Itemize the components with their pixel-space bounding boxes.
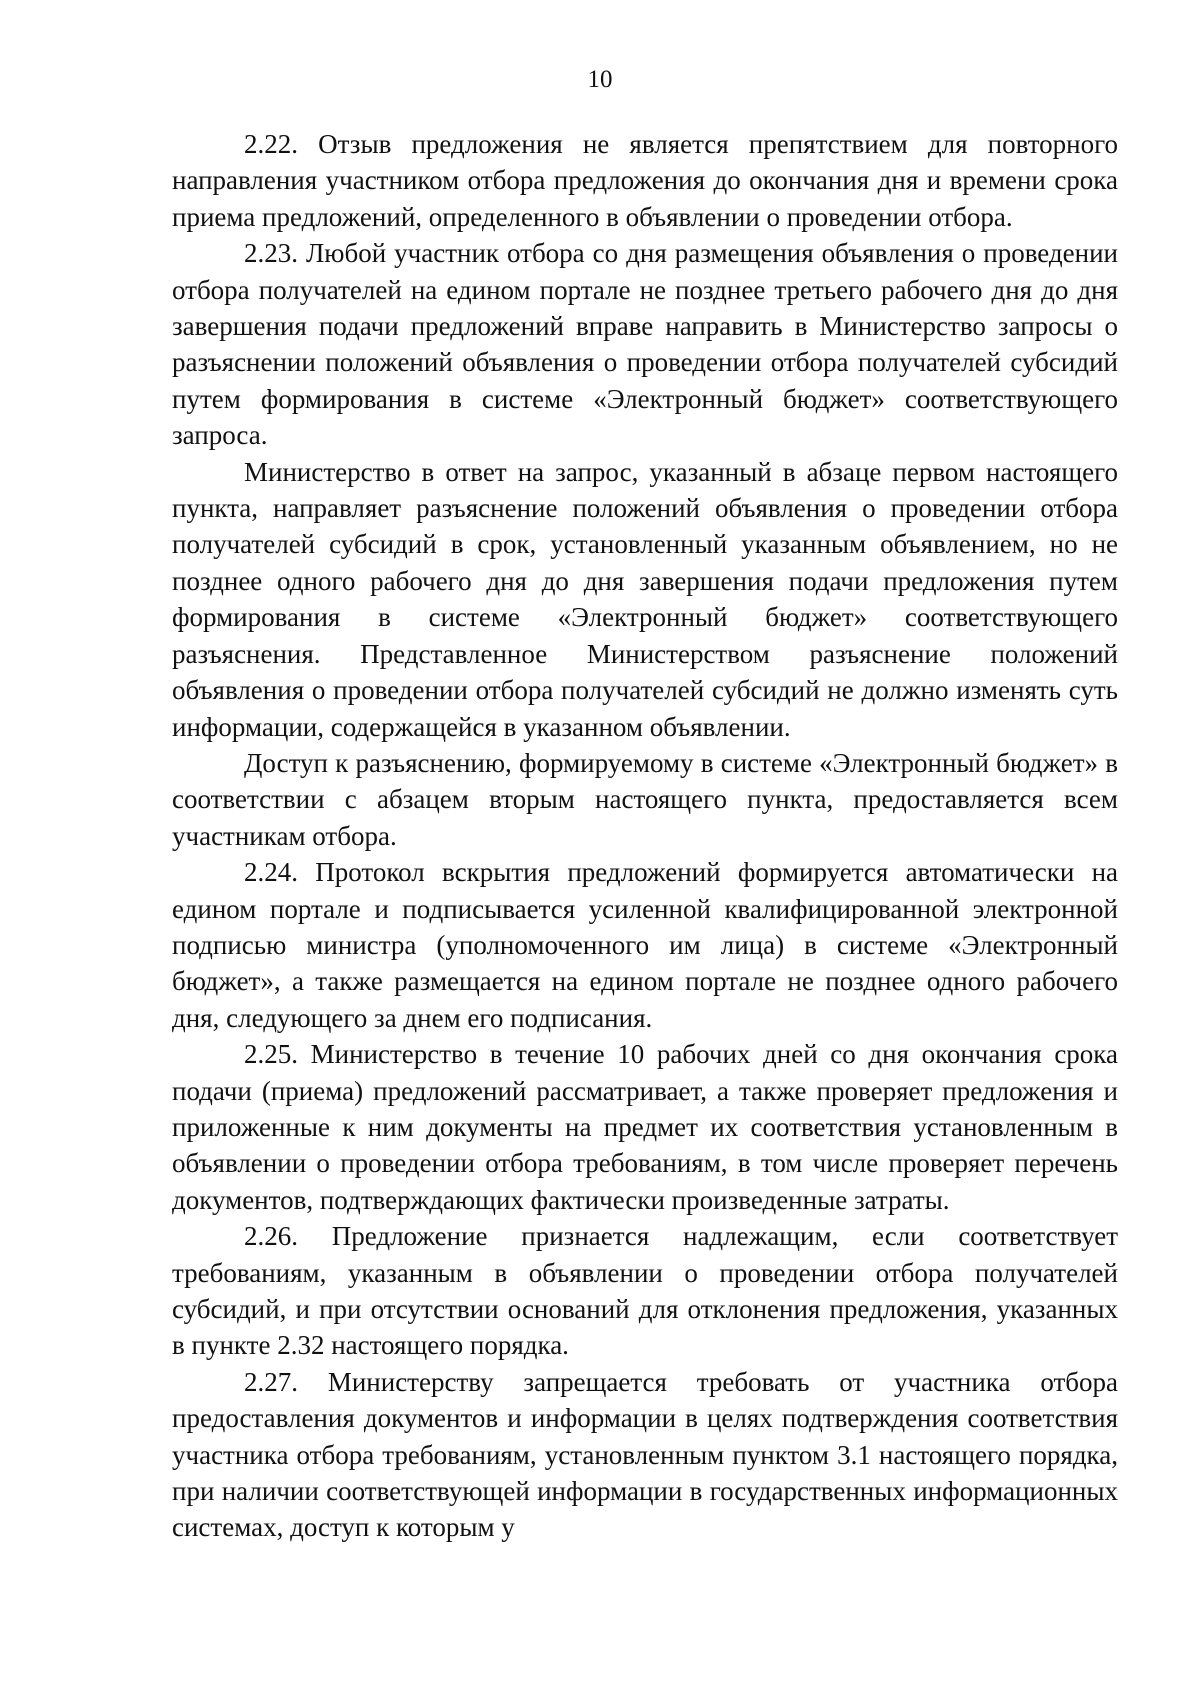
page-number: 10 — [587, 66, 613, 93]
paragraph-2-24: 2.24. Протокол вскрытия предложений формируется автоматически на едином портале и подписывается усиленной квалифицированной электронной подписью министра (уполномоченного им лица) в системе «Электронный бюджет», а также размещается на едином портале не позднее одного рабочего дня, следующего за днем его подписания. — [172, 857, 1118, 1033]
paragraph-2-25: 2.25. Министерство в течение 10 рабочих дней со дня окончания срока подачи (приема) предложений рассматривает, а также проверяет предложения и приложенные к ним документы на предмет их соответствия установленным в объявлении о проведении отбора требованиям, в том числе проверяет перечень документов, подтверждающих фактически произведенные затраты. — [172, 1039, 1118, 1215]
paragraph-2-23-access: Доступ к разъяснению, формируемому в системе «Электронный бюджет» в соответствии с абзацем вторым настоящего пункта, предоставляется всем участникам отбора. — [172, 747, 1118, 851]
document-body — [172, 126, 1118, 1546]
paragraph-2-23-response: Министерство в ответ на запрос, указанный в абзаце первом настоящего пункта, направляет разъяснение положений объявления о проведении отбора получателей субсидий в срок, установленный указанным объявлением, но не позднее одного рабочего дня до дня завершения подачи предложения путем формирования в системе «Электронный бюджет» соответствующего разъяснения. Представленное Министерством разъяснение положений объявления о проведении отбора получателей субсидий не должно изменять суть информации, содержащейся в указанном объявлении. — [172, 456, 1118, 742]
paragraph-2-27: 2.27. Министерству запрещается требовать от участника отбора предоставления документов и информации в целях подтверждения соответствия участника отбора требованиям, установленным пунктом 3.1 настоящего порядка, при наличии соответствующей информации в государственных информационных системах, доступ к которым у — [172, 1366, 1118, 1543]
paragraph-2-26: 2.26. Предложение признается надлежащим, если соответствует требованиям, указанным в объявлении о проведении отбора получателей субсидий, и при отсутствии оснований для отклонения предложения, указанных в пункте 2.32 настоящего порядка. — [172, 1221, 1118, 1361]
paragraph-2-23: 2.23. Любой участник отбора со дня размещения объявления о проведении отбора получателей на едином портале не позднее третьего рабочего дня до дня завершения подачи предложений вправе направить в Министерство запросы о разъяснении положений объявления о проведении отбора получателей субсидий путем формирования в системе «Электронный бюджет» соответствующего запроса. — [172, 238, 1118, 451]
paragraph-2-22: 2.22. Отзыв предложения не является препятствием для повторного направления участником отбора предложения до окончания дня и времени срока приема предложений, определенного в объявлении о проведении отбора. — [172, 129, 1118, 232]
